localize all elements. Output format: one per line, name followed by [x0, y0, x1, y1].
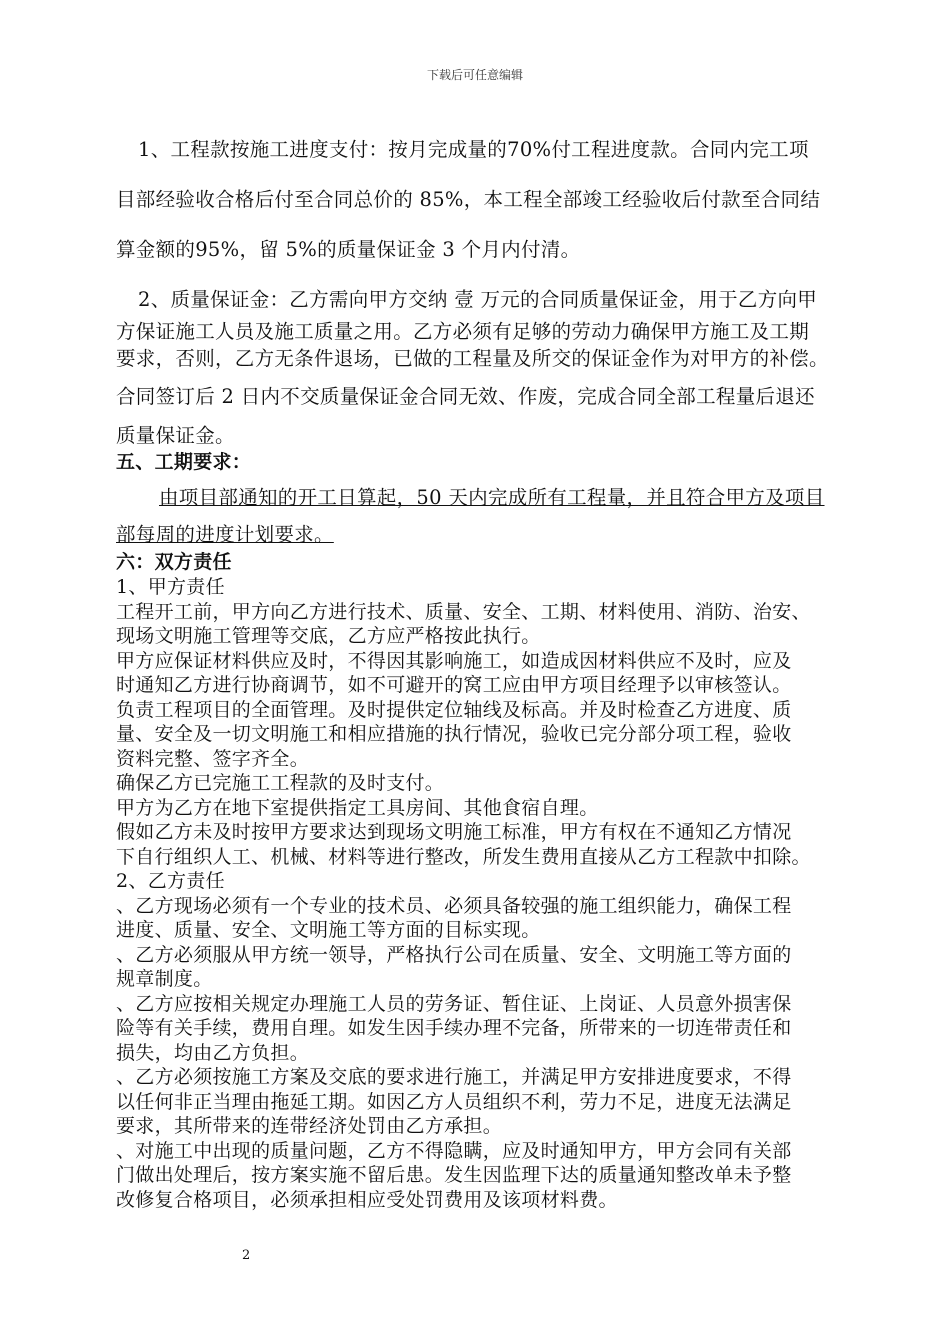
subsection-heading: 2、乙方责任	[116, 870, 225, 892]
paragraph-line: 、对施工中出现的质量问题，乙方不得隐瞒，应及时通知甲方，甲方会同有关部	[116, 1140, 792, 1162]
paragraph-line: 资料完整、签字齐全。	[116, 748, 310, 770]
paragraph-line: 算金额的95%，留 5%的质量保证金 3 个月内付清。	[116, 238, 581, 261]
page-header: 下载后可任意编辑	[426, 68, 523, 82]
paragraph-line: 部每周的进度计划要求。	[116, 523, 334, 546]
paragraph-line: 1、工程款按施工进度支付：按月完成量的70%付工程进度款。合同内完工项	[138, 138, 809, 161]
paragraph-line: 下自行组织人工、机械、材料等进行整改，所发生费用直接从乙方工程款中扣除。	[116, 846, 811, 868]
paragraph-line: 甲方应保证材料供应及时，不得因其影响施工，如造成因材料供应不及时，应及	[116, 650, 792, 672]
paragraph-line: 、乙方应按相关规定办理施工人员的劳务证、暂住证、上岗证、人员意外损害保	[116, 993, 792, 1015]
paragraph-line: 时通知乙方进行协商调节，如不可避开的窝工应由甲方项目经理予以审核签认。	[116, 674, 792, 696]
paragraph-line: 目部经验收合格后付至合同总价的 85%，本工程全部竣工经验收后付款至合同结	[116, 188, 821, 211]
paragraph-line: 门做出处理后，按方案实施不留后患。发生因监理下达的质量通知整改单未予整	[116, 1164, 792, 1186]
paragraph-line: 2、质量保证金：乙方需向甲方交纳 壹 万元的合同质量保证金，用于乙方向甲	[138, 288, 818, 311]
paragraph-line: 量、安全及一切文明施工和相应措施的执行情况，验收已完分部分项工程，验收	[116, 723, 792, 745]
paragraph-line: 改修复合格项目，必须承担相应受处罚费用及该项材料费。	[116, 1189, 618, 1211]
subsection-heading: 1、甲方责任	[116, 576, 225, 598]
paragraph-line: 负责工程项目的全面管理。及时提供定位轴线及标高。并及时检查乙方进度、质	[116, 699, 792, 721]
paragraph-line: 假如乙方未及时按甲方要求达到现场文明施工标准，甲方有权在不通知乙方情况	[116, 821, 792, 843]
paragraph-line: 合同签订后 2 日内不交质量保证金合同无效、作废，完成合同全部工程量后退还	[116, 385, 815, 408]
paragraph-line: 规章制度。	[116, 968, 213, 990]
paragraph-line: 工程开工前，甲方向乙方进行技术、质量、安全、工期、材料使用、消防、治安、	[116, 601, 811, 623]
section-heading: 五、工期要求：	[116, 451, 252, 473]
paragraph-line: 甲方为乙方在地下室提供指定工具房间、其他食宿自理。	[116, 797, 599, 819]
paragraph-line: 损失，均由乙方负担。	[116, 1042, 310, 1064]
paragraph-line: 以任何非正当理由拖延工期。如因乙方人员组织不利，劳力不足，进度无法满足	[116, 1091, 792, 1113]
paragraph-line: 要求，否则，乙方无条件退场，已做的工程量及所交的保证金作为对甲方的补偿。	[116, 347, 829, 370]
paragraph-line: 险等有关手续，费用自理。如发生因手续办理不完备，所带来的一切连带责任和	[116, 1017, 792, 1039]
section-heading: 六：双方责任	[116, 551, 232, 573]
paragraph-line: 进度、质量、安全、文明施工等方面的目标实现。	[116, 919, 541, 941]
paragraph-line: 确保乙方已完施工工程款的及时支付。	[116, 772, 445, 794]
paragraph-line: 现场文明施工管理等交底，乙方应严格按此执行。	[116, 625, 541, 647]
paragraph-line: 、乙方必须按施工方案及交底的要求进行施工，并满足甲方安排进度要求，不得	[116, 1066, 792, 1088]
page-number: 2	[242, 1248, 251, 1263]
paragraph-line: 要求，其所带来的连带经济处罚由乙方承担。	[116, 1115, 503, 1137]
paragraph-line: 、乙方必须服从甲方统一领导，严格执行公司在质量、安全、文明施工等方面的	[116, 944, 792, 966]
paragraph-line: 由项目部通知的开工日算起，50 天内完成所有工程量，并且符合甲方及项目	[159, 486, 825, 509]
paragraph-line: 质量保证金。	[116, 424, 235, 447]
paragraph-line: 、乙方现场必须有一个专业的技术员、必须具备较强的施工组织能力，确保工程	[116, 895, 792, 917]
paragraph-line: 方保证施工人员及施工质量之用。乙方必须有足够的劳动力确保甲方施工及工期	[116, 320, 810, 343]
